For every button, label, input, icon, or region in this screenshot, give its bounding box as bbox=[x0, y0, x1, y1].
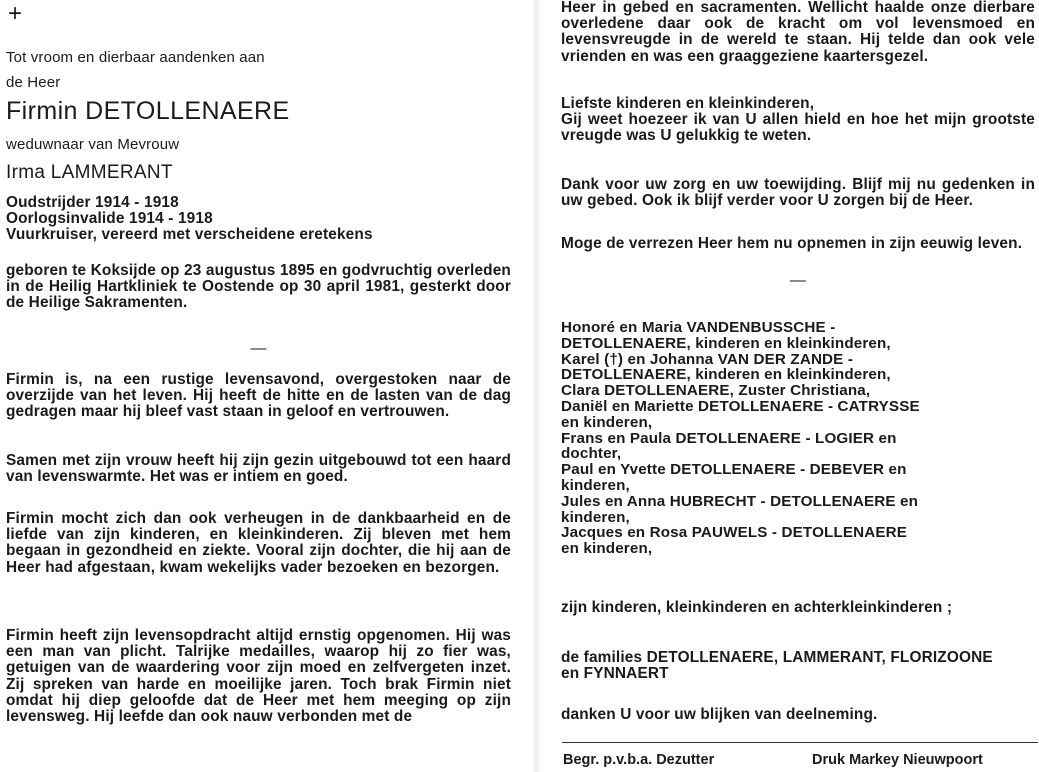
family-line: Honoré en Maria VANDENBUSSCHE - bbox=[561, 319, 836, 336]
family-line: Jules en Anna HUBRECHT - DETOLLENAERE en bbox=[561, 492, 919, 510]
paragraph: Firmin heeft zijn levensopdracht altijd ernstig opgenomen. Hij was een man van plicht. Talrijke medailles, waarop hij zo fier was, getuigen van de waardering voor zijn moed en zelfvergeten inzet. Zij spreken van harde en moeilijke jaren. Toch brak Firmin niet omdat hij diep geloofde dat de Heer met hem meeging op zijn levensweg. Hij leefde dan ook nauw verbonden met de bbox=[6, 627, 511, 726]
family-line: Jacques en Rosa PAUWELS - DETOLLENAERE bbox=[561, 524, 908, 542]
widower-of: weduwnaar van Mevrouw bbox=[6, 136, 180, 153]
intro-line-1: Tot vroom en dierbaar aandenken aan bbox=[6, 49, 265, 66]
families-line: de families DETOLLENAERE, LAMMERANT, FLORIZOONE en FYNNAERT bbox=[561, 649, 993, 683]
paragraph: Moge de verrezen Heer hem nu opnemen in zijn eeuwig leven. bbox=[561, 235, 1023, 252]
paragraph: Firmin mocht zich dan ook verheugen in de dankbaarheid en de liefde van zijn kinderen, en kleinkinderen. Zij bleven met hem begaan in gezondheid en ziekte. Vooral zijn dochter, die hij aan de Heer had afgestaan, kwam wekelijks vader bezoeken en bezorgen. bbox=[6, 510, 511, 576]
wife-name: Irma LAMMERANT bbox=[6, 162, 173, 183]
separator-right: — bbox=[789, 272, 807, 289]
family-line: Clara DETOLLENAERE, Zuster Christiana, bbox=[561, 382, 871, 400]
family-line: kinderen, bbox=[561, 476, 630, 494]
birth-text: geboren te Koksijde op 23 augustus 1895 en godvruchtig overleden in de Heilig Hartkliniek te Oostende op 30 april 1981, gesterkt door de Heilige Sakramenten. bbox=[6, 262, 511, 312]
family-line: Karel (†) en Johanna VAN DER ZANDE - bbox=[561, 350, 854, 368]
thanks-line: danken U voor uw blijken van deelneming. bbox=[561, 706, 878, 723]
family-line: DETOLLENAERE, kinderen en kleinkinderen, bbox=[561, 366, 891, 384]
footer-rule bbox=[562, 742, 1038, 743]
footer-left: Begr. p.v.b.a. Dezutter bbox=[563, 752, 715, 768]
family-line: dochter, bbox=[561, 445, 622, 463]
paragraph: Samen met zijn vrouw heeft hij zijn gezin uitgebouwd tot een haard van levenswarmte. Het was er intiem en goed. bbox=[6, 452, 511, 486]
family-line: Frans en Paula DETOLLENAERE - LOGIER en bbox=[561, 429, 897, 447]
family-line: kinderen, bbox=[561, 508, 630, 526]
family-line: DETOLLENAERE, kinderen en kleinkinderen, bbox=[561, 334, 891, 352]
family-line: en kinderen, bbox=[561, 413, 653, 431]
footer-right: Druk Markey Nieuwpoort bbox=[812, 752, 983, 768]
family-list bbox=[561, 320, 1037, 557]
paragraph: Firmin is, na een rustige levensavond, overgestoken naar de overzijde van het leven. Hij heeft de hitte en de lasten van de dag gedragen maar hij bleef vast staan in geloof en vertrouwen. bbox=[6, 371, 511, 421]
separator-left: — bbox=[250, 340, 267, 357]
deceased-name: Firmin DETOLLENAERE bbox=[6, 97, 290, 125]
paragraph: Dank voor uw zorg en uw toewijding. Blijf mij nu gedenken in uw gebed. Ook ik blijf verder voor U zorgen bij de Heer. bbox=[561, 176, 1035, 210]
title-line: Oudstrijder 1914 - 1918 bbox=[6, 194, 179, 211]
family-line: Daniël en Mariette DETOLLENAERE - CATRYSSE bbox=[561, 397, 920, 415]
cross-icon: + bbox=[8, 0, 23, 27]
family-line: Paul en Yvette DETOLLENAERE - DEBEVER en bbox=[561, 461, 907, 479]
card-fold bbox=[532, 0, 542, 772]
paragraph: Heer in gebed en sacramenten. Wellicht haalde onze dierbare overledene daar ook de kracht om vol levensmoed en levensvreugde in de wereld te staan. Hij telde dan ook vele vrienden en was een graaggeziene kaartersgezel. bbox=[561, 0, 1035, 65]
family-line: en kinderen, bbox=[561, 540, 653, 558]
paragraph: Liefste kinderen en kleinkinderen, Gij weet hoezeer ik van U allen hield en hoe het mijn grootste vreugde was U gelukkig te weten. bbox=[561, 95, 1035, 145]
title-line: Vuurkruiser, vereerd met verscheidene eretekens bbox=[6, 226, 373, 244]
intro-line-2: de Heer bbox=[6, 74, 61, 91]
titles-block bbox=[6, 195, 514, 244]
grandchildren-line: zijn kinderen, kleinkinderen en achterkleinkinderen ; bbox=[561, 599, 953, 616]
title-line: Oorlogsinvalide 1914 - 1918 bbox=[6, 210, 213, 228]
